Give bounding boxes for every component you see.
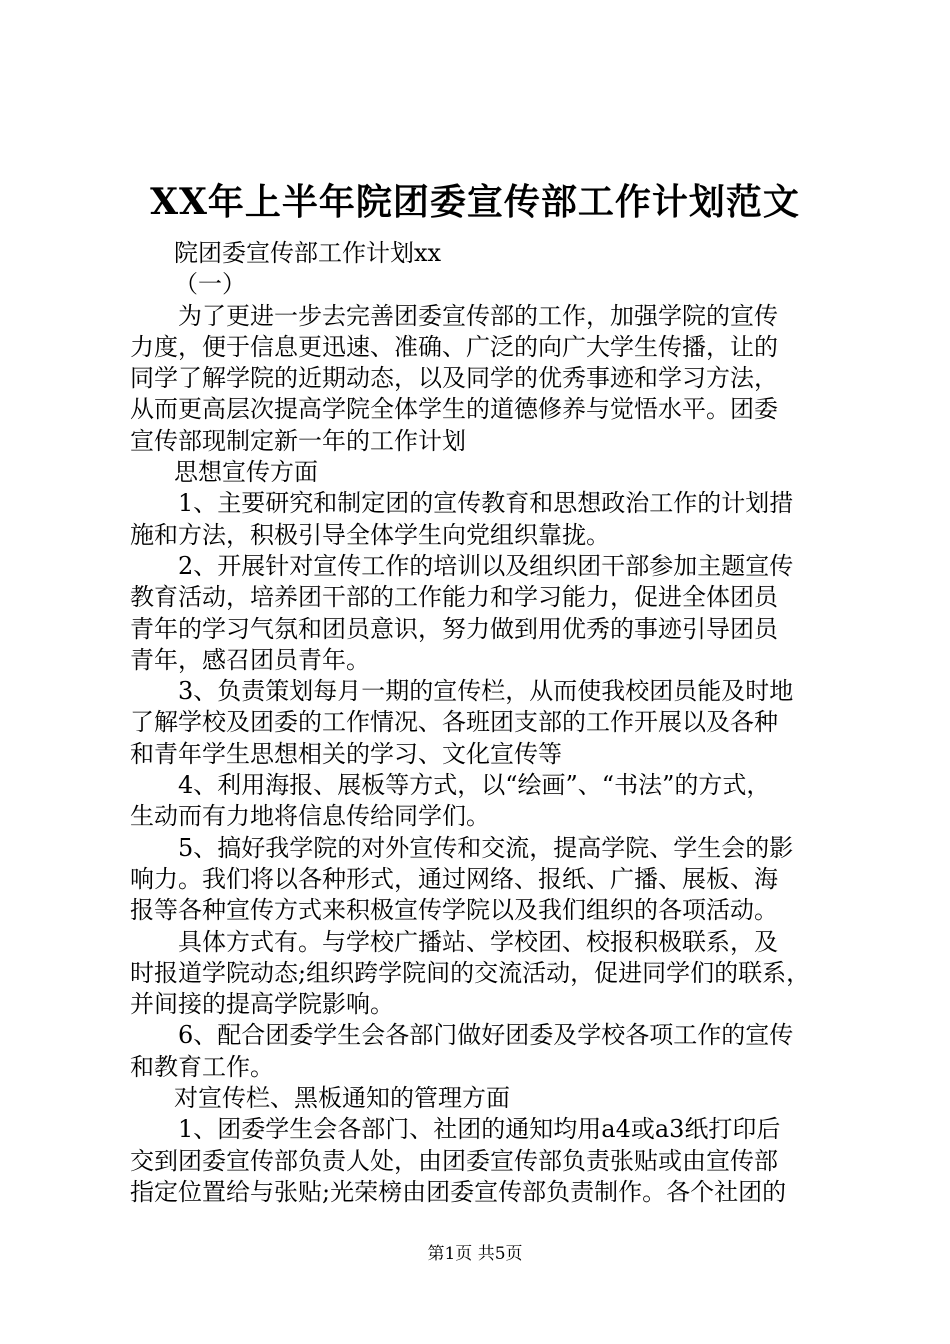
body-line: 时报道学院动态;组织跨学院间的交流活动，促进同学们的联系， — [130, 958, 811, 987]
body-line: 5、搞好我学院的对外宣传和交流，提高学院、学生会的影 — [178, 833, 794, 862]
body-line: 同学了解学院的近期动态，以及同学的优秀事迹和学习方法， — [130, 364, 778, 393]
body-line: 思想宣传方面 — [174, 458, 318, 487]
body-line: 和青年学生思想相关的学习、文化宣传等 — [130, 739, 562, 768]
body-line: 1、主要研究和制定团的宣传教育和思想政治工作的计划措 — [178, 489, 794, 518]
body-line: 教育活动，培养团干部的工作能力和学习能力，促进全体团员 — [130, 583, 778, 612]
body-line: 力度，便于信息更迅速、准确、广泛的向广大学生传播，让的 — [130, 332, 778, 361]
body-line: 4、利用海报、展板等方式，以“绘画”、“书法”的方式， — [178, 771, 771, 800]
body-line: 6、配合团委学生会各部门做好团委及学校各项工作的宣传 — [178, 1021, 794, 1050]
body-line: 具体方式有。与学校广播站、学校团、校报积极联系，及 — [178, 927, 778, 956]
body-line: 2、开展针对宣传工作的培训以及组织团干部参加主题宣传 — [178, 551, 794, 580]
document-body — [130, 238, 830, 1208]
body-line: 1、团委学生会各部门、社团的通知均用a4或a3纸打印后 — [178, 1115, 781, 1144]
body-line: 为了更进一步去完善团委宣传部的工作，加强学院的宣传 — [178, 301, 778, 330]
body-line: 生动而有力地将信息传给同学们。 — [130, 802, 490, 831]
body-line: 3、负责策划每月一期的宣传栏，从而使我校团员能及时地 — [178, 677, 794, 706]
body-line: 指定位置给与张贴;光荣榜由团委宣传部负责制作。各个社团的 — [130, 1177, 787, 1206]
body-line: 宣传部现制定新一年的工作计划 — [130, 426, 466, 455]
document-title: XX年上半年院团委宣传部工作计划范文 — [150, 181, 800, 223]
body-line: 对宣传栏、黑板通知的管理方面 — [174, 1084, 510, 1113]
body-line: 青年的学习气氛和团员意识，努力做到用优秀的事迹引导团员 — [130, 614, 778, 643]
body-line: 了解学校及团委的工作情况、各班团支部的工作开展以及各种 — [130, 708, 778, 737]
body-line: 院团委宣传部工作计划xx — [174, 239, 442, 267]
body-line: 青年，感召团员青年。 — [130, 645, 370, 674]
body-line: 从而更高层次提高学院全体学生的道德修养与觉悟水平。团委 — [130, 395, 778, 424]
body-line: 交到团委宣传部负责人处，由团委宣传部负责张贴或由宣传部 — [130, 1146, 778, 1175]
body-line: 和教育工作。 — [130, 1052, 274, 1081]
body-line: （一） — [174, 270, 246, 299]
body-line: 施和方法，积极引导全体学生向党组织靠拢。 — [130, 520, 610, 549]
body-line: 报等各种宣传方式来积极宣传学院以及我们组织的各项活动。 — [130, 896, 778, 925]
body-line: 并间接的提高学院影响。 — [130, 990, 394, 1019]
page-footer: 第1页 共5页 — [427, 1244, 523, 1264]
body-line: 响力。我们将以各种形式，通过网络、报纸、广播、展板、海 — [130, 864, 778, 893]
